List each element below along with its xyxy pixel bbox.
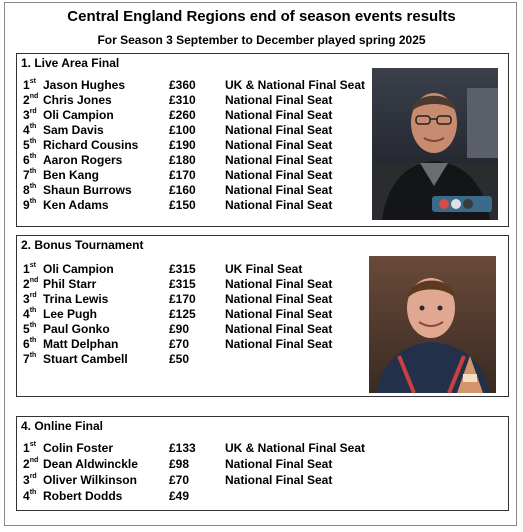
- player-name: Trina Lewis: [43, 292, 109, 306]
- position-number: 6: [23, 153, 30, 167]
- finish-position: [23, 183, 43, 197]
- man-with-glasses-icon: [372, 68, 498, 220]
- player-name: Ken Adams: [43, 198, 109, 212]
- position-suffix: rd: [29, 108, 37, 115]
- player-name: Dean Aldwinckle: [43, 457, 138, 471]
- player-name: Oli Campion: [43, 262, 114, 276]
- prize-amount: £310: [169, 93, 196, 107]
- player-name: Jason Hughes: [43, 78, 126, 92]
- position-number: 2: [23, 93, 30, 107]
- seat-award: National Final Seat: [225, 108, 333, 122]
- position-suffix: th: [29, 337, 37, 344]
- prize-amount: £90: [169, 322, 190, 336]
- finish-position: [23, 93, 43, 107]
- position-suffix: th: [29, 123, 37, 130]
- position-suffix: th: [29, 489, 37, 496]
- position-suffix: st: [29, 78, 36, 85]
- position-suffix: th: [29, 307, 37, 314]
- position-number: 1: [23, 78, 30, 92]
- finish-position: [23, 441, 43, 455]
- prize-amount: £170: [169, 292, 196, 306]
- seat-award: National Final Seat: [225, 457, 333, 471]
- prize-amount: £100: [169, 123, 196, 137]
- seat-award: National Final Seat: [225, 168, 333, 182]
- finish-position: [23, 489, 43, 503]
- prize-amount: £133: [169, 441, 196, 455]
- section-heading: 4. Online Final: [21, 419, 104, 433]
- prize-amount: £70: [169, 473, 190, 487]
- player-name: Matt Delphan: [43, 337, 119, 351]
- position-suffix: rd: [29, 292, 37, 299]
- section-bonus-tournament: [16, 235, 509, 397]
- position-suffix: th: [29, 168, 37, 175]
- finish-position: [23, 457, 43, 471]
- position-number: 2: [23, 457, 30, 471]
- position-number: 6: [23, 337, 30, 351]
- prize-amount: £125: [169, 307, 196, 321]
- finish-position: [23, 123, 43, 137]
- position-number: 9: [23, 198, 30, 212]
- position-number: 5: [23, 138, 30, 152]
- finish-position: [23, 198, 43, 212]
- prize-amount: £360: [169, 78, 196, 92]
- position-number: 5: [23, 322, 30, 336]
- position-number: 1: [23, 441, 30, 455]
- position-suffix: th: [29, 198, 37, 205]
- prize-amount: £160: [169, 183, 196, 197]
- player-name: Oli Campion: [43, 108, 114, 122]
- seat-award: National Final Seat: [225, 138, 333, 152]
- seat-award: National Final Seat: [225, 93, 333, 107]
- seat-award: National Final Seat: [225, 292, 333, 306]
- player-name: Oliver Wilkinson: [43, 473, 137, 487]
- finish-position: [23, 322, 43, 336]
- position-suffix: th: [29, 138, 37, 145]
- finish-position: [23, 262, 43, 276]
- position-number: 3: [23, 473, 30, 487]
- section-heading: 2. Bonus Tournament: [21, 238, 144, 252]
- position-number: 3: [23, 108, 30, 122]
- prize-amount: £315: [169, 277, 196, 291]
- seat-award: National Final Seat: [225, 277, 333, 291]
- finish-position: [23, 352, 43, 366]
- prize-amount: £98: [169, 457, 190, 471]
- position-suffix: th: [29, 322, 37, 329]
- player-name: Paul Gonko: [43, 322, 110, 336]
- seat-award: UK & National Final Seat: [225, 78, 366, 92]
- section-heading: 1. Live Area Final: [21, 56, 120, 70]
- player-name: Phil Starr: [43, 277, 97, 291]
- prize-amount: £260: [169, 108, 196, 122]
- winner-photo-2: [369, 256, 496, 393]
- position-number: 2: [23, 277, 30, 291]
- prize-amount: £49: [169, 489, 190, 503]
- seat-award: UK & National Final Seat: [225, 441, 366, 455]
- position-number: 3: [23, 292, 30, 306]
- prize-amount: £50: [169, 352, 190, 366]
- finish-position: [23, 473, 43, 487]
- finish-position: [23, 337, 43, 351]
- section-live-area-final: [16, 53, 509, 227]
- seat-award: National Final Seat: [225, 198, 333, 212]
- finish-position: [23, 307, 43, 321]
- player-name: Ben Kang: [43, 168, 100, 182]
- page-title: Central England Regions end of season events results: [67, 8, 456, 25]
- player-name: Chris Jones: [43, 93, 112, 107]
- prize-amount: £170: [169, 168, 196, 182]
- seat-award: National Final Seat: [225, 123, 333, 137]
- player-name: Richard Cousins: [43, 138, 139, 152]
- position-number: 1: [23, 262, 30, 276]
- finish-position: [23, 292, 43, 306]
- position-number: 4: [23, 307, 30, 321]
- prize-amount: £70: [169, 337, 190, 351]
- position-number: 7: [23, 352, 30, 366]
- player-name: Sam Davis: [43, 123, 104, 137]
- seat-award: National Final Seat: [225, 473, 333, 487]
- position-number: 7: [23, 168, 30, 182]
- player-name: Shaun Burrows: [43, 183, 132, 197]
- winner-photo-1: [372, 68, 498, 220]
- player-name: Colin Foster: [43, 441, 114, 455]
- finish-position: [23, 108, 43, 122]
- position-number: 8: [23, 183, 30, 197]
- page-subtitle: For Season 3 September to December played spring 2025: [97, 33, 426, 47]
- position-suffix: nd: [29, 277, 39, 284]
- position-number: 4: [23, 489, 30, 503]
- seat-award: National Final Seat: [225, 322, 333, 336]
- finish-position: [23, 277, 43, 291]
- position-suffix: nd: [29, 457, 39, 464]
- player-name: Lee Pugh: [43, 307, 98, 321]
- prize-amount: £180: [169, 153, 196, 167]
- prize-amount: £315: [169, 262, 196, 276]
- prize-amount: £150: [169, 198, 196, 212]
- position-suffix: st: [29, 262, 36, 269]
- position-suffix: st: [29, 441, 36, 448]
- position-number: 4: [23, 123, 30, 137]
- finish-position: [23, 78, 43, 92]
- finish-position: [23, 138, 43, 152]
- man-with-trophy-icon: [369, 256, 496, 393]
- position-suffix: th: [29, 183, 37, 190]
- position-suffix: rd: [29, 473, 37, 480]
- finish-position: [23, 153, 43, 167]
- finish-position: [23, 168, 43, 182]
- seat-award: UK Final Seat: [225, 262, 303, 276]
- section-online-final: [16, 416, 509, 511]
- player-name: Stuart Cambell: [43, 352, 128, 366]
- seat-award: National Final Seat: [225, 153, 333, 167]
- position-suffix: nd: [29, 93, 39, 100]
- position-suffix: th: [29, 352, 37, 359]
- player-name: Aaron Rogers: [43, 153, 123, 167]
- player-name: Robert Dodds: [43, 489, 123, 503]
- position-suffix: th: [29, 153, 37, 160]
- seat-award: National Final Seat: [225, 307, 333, 321]
- seat-award: National Final Seat: [225, 337, 333, 351]
- prize-amount: £190: [169, 138, 196, 152]
- seat-award: National Final Seat: [225, 183, 333, 197]
